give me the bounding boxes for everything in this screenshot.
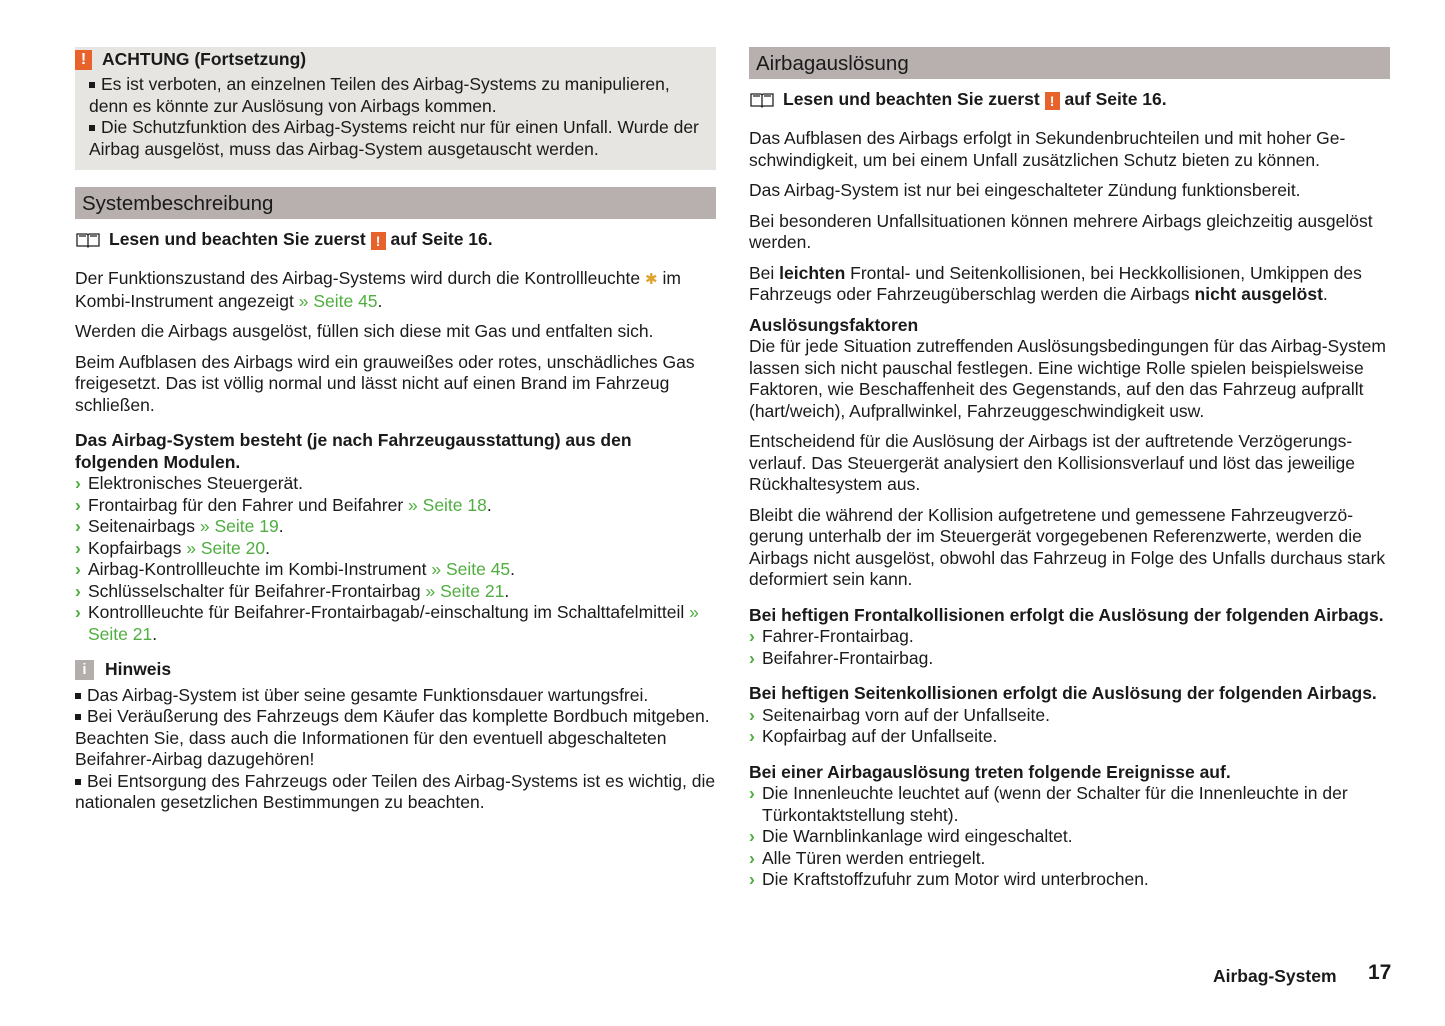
text-segment: Frontairbag für den Fahrer und Beifahrer — [88, 494, 409, 515]
section-heading: Systembeschreibung — [75, 187, 716, 219]
list-item — [75, 473, 716, 495]
text-segment: . — [1322, 284, 1328, 304]
arrow-icon: › — [75, 580, 81, 601]
list-item — [749, 648, 1390, 670]
paragraph — [749, 431, 1390, 496]
info-icon: i — [75, 660, 94, 680]
section-heading: Airbagauslösung — [749, 47, 1390, 79]
text-segment: Der Funktionszustand des Airbag-Systems wird durch die Kontrollleuchte — [75, 268, 645, 288]
read-first-post[interactable]: auf Seite 16. — [1064, 89, 1167, 110]
warning-item — [89, 117, 702, 160]
left-column — [75, 47, 716, 814]
list-item — [749, 783, 1390, 826]
list-item — [749, 869, 1390, 891]
paragraph — [749, 505, 1390, 591]
list-item — [749, 826, 1390, 848]
list-item — [75, 538, 716, 560]
list-item — [75, 602, 716, 645]
arrow-icon: › — [75, 473, 81, 493]
text-segment: . — [504, 580, 510, 601]
text-segment: Das Airbag-System ist nur bei eingeschalteter Zündung funktionsbereit. — [749, 180, 1301, 200]
bold-text: nicht ausgelöst — [1194, 284, 1323, 304]
arrow-icon: › — [749, 869, 755, 889]
text-segment: Die Innenleuchte leuchtet auf (wenn der Schalter für die Innenleuchte in der Türkontaktstellung steht). — [762, 783, 1348, 825]
subheading: Bei heftigen Seitenkollisionen erfolgt die Auslösung der folgenden Airbags. — [749, 683, 1377, 703]
arrow-icon: › — [75, 516, 81, 536]
text-segment: . — [152, 623, 158, 644]
text-segment: . — [377, 290, 383, 311]
text-segment: Frontal- und Seitenkollisionen, bei Heckkollisionen, Umkippen des Fahrzeugs oder Fahrzeugüberschlag werden die Airbags — [749, 262, 1362, 304]
arrow-list — [749, 705, 1390, 748]
read-first-post[interactable]: auf Seite 16. — [390, 229, 493, 250]
read-first-pre: Lesen und beachten Sie zuerst — [783, 89, 1040, 110]
note-heading — [75, 659, 716, 681]
read-first-text — [109, 229, 493, 251]
text-segment: im Kombi-Instrument angezeigt — [75, 268, 681, 311]
text-segment: Die Warnblinkanlage wird eingeschaltet. — [762, 826, 1073, 846]
note-title: Hinweis — [105, 659, 172, 679]
read-first-note — [749, 89, 1390, 111]
note-item-text: Bei Entsorgung des Fahrzeugs oder Teilen des Airbag-Systems ist es wichtig, die nationalen gesetzlichen Bestimmungen zu beachten. — [75, 770, 716, 812]
text-segment: Airbag-Kontrollleuchte im Kombi-Instrument — [88, 559, 432, 579]
text-segment: Entscheidend für die Auslösung der Airbags ist der auftretende Verzögerungsverlauf. Das Steuergerät analysiert den Kollisionsverlauf und löst das jeweilige Rückhaltesystem aus. — [749, 431, 1356, 494]
text-segment: Alle Türen werden entriegelt. — [762, 847, 986, 868]
page-link[interactable]: » Seite 19 — [199, 516, 279, 536]
text-segment: Elektronisches Steuergerät. — [88, 473, 303, 493]
text-segment: Werden die Airbags ausgelöst, füllen sich diese mit Gas und entfalten sich. — [75, 321, 654, 341]
warning-icon[interactable]: ! — [1045, 92, 1060, 110]
note-item-text: Bei Veräußerung des Fahrzeugs dem Käufer das komplette Bordbuch mitgeben. Beachten Sie, dass auch die Informationen für den eventuell abgeschalteten Beifahrer-Airbag dazugehören! — [75, 706, 710, 769]
subheading: Das Airbag-System besteht (je nach Fahrzeugausstattung) aus den folgenden Modulen. — [75, 430, 632, 472]
arrow-icon: › — [749, 826, 755, 846]
bullet-icon — [89, 82, 95, 88]
warning-title: ACHTUNG (Fortsetzung) — [102, 49, 307, 70]
paragraph — [75, 268, 716, 312]
arrow-icon: › — [749, 647, 755, 668]
paragraph — [749, 211, 1390, 254]
note-item — [75, 685, 716, 707]
text-segment: Beifahrer-Frontairbag. — [762, 647, 934, 668]
paragraph — [749, 336, 1390, 422]
text-segment: Seitenairbags — [88, 516, 200, 536]
read-first-pre: Lesen und beachten Sie zuerst — [109, 229, 366, 250]
note-item-text: Das Airbag-System ist über seine gesamte Funktionsdauer wartungsfrei. — [87, 684, 649, 705]
bullet-icon — [89, 125, 95, 131]
text-segment: Bei besonderen Unfallsituationen können mehrere Airbags gleichzeitig ausgelöst werden. — [749, 210, 1373, 252]
warning-item-text: Es ist verboten, an einzelnen Teilen des Airbag-Systems zu manipulieren, denn es könnte zur Auslösung von Airbags kommen. — [89, 74, 670, 116]
text-segment: . — [486, 494, 492, 515]
paragraph — [749, 128, 1390, 171]
subheading: Bei heftigen Frontalkollisionen erfolgt die Auslösung der folgenden Airbags. — [749, 604, 1384, 625]
text-segment: Seitenairbag vorn auf der Unfallseite. — [762, 704, 1050, 725]
read-first-note — [75, 229, 716, 251]
text-segment: Bei — [749, 262, 780, 283]
text-segment: Kopfairbags — [88, 537, 187, 558]
list-item — [749, 626, 1390, 648]
text-segment: Kontrollleuchte für Beifahrer-Frontairbagab/-einschaltung im Schalttafelmitteil — [88, 602, 690, 622]
bullet-icon — [75, 714, 81, 720]
text-segment: Das Aufblasen des Airbags erfolgt in Sekundenbruchteilen und mit hoher Geschwindigkeit, um bei einem Unfall zusätzlichen Schutz bieten zu können. — [749, 128, 1346, 170]
page-link[interactable]: » Seite 21 — [88, 602, 699, 644]
arrow-icon: › — [75, 602, 81, 622]
subheading: Auslösungsfaktoren — [749, 314, 919, 335]
right-column — [749, 47, 1390, 900]
arrow-icon: › — [75, 559, 81, 579]
text-segment: Bleibt die während der Kollision aufgetretene und gemessene Fahrzeugverzögerung unterhalb der im Steuergerät vorgegebenen Referenzwerte, werden die Airbags nicht ausgelöst, obwohl das Fahrzeug in Folge des Unfalls durchaus stark deformiert sein kann. — [749, 504, 1386, 589]
page-link[interactable]: » Seite 20 — [186, 537, 266, 558]
arrow-icon: › — [749, 847, 755, 868]
warning-item-text: Die Schutzfunktion des Airbag-Systems reicht nur für einen Unfall. Wurde der Airbag ausgelöst, muss das Airbag-System ausgetauscht werden. — [89, 117, 699, 159]
list-item — [749, 848, 1390, 870]
arrow-list — [75, 473, 716, 645]
footer-section-title: Airbag-System — [1213, 966, 1337, 986]
text-segment: . — [265, 537, 270, 558]
list-item — [749, 705, 1390, 727]
book-icon — [749, 92, 775, 108]
text-segment: Die für jede Situation zutreffenden Auslösungsbedingungen für das Airbag-System lassen sich nicht pauschal festlegen. Eine wichtige Rolle spielen beispielsweise Faktoren, wie Beschaffenheit des Gegenstands, auf den das Fahrzeug aufprallt (hart/weich), Aufprallwinkel, Fahrzeuggeschwindigkeit usw. — [749, 336, 1386, 421]
warning-icon: ! — [75, 50, 92, 70]
arrow-list — [749, 783, 1390, 891]
note-item — [75, 706, 716, 771]
bullet-icon — [75, 693, 81, 699]
warning-box — [75, 47, 716, 170]
read-first-text — [783, 89, 1167, 111]
text-segment: . — [510, 559, 516, 579]
page-link[interactable]: » Seite 18 — [408, 494, 487, 515]
list-item — [749, 726, 1390, 748]
subheading: Bei einer Airbagauslösung treten folgende Ereignisse auf. — [749, 761, 1231, 782]
text-segment: Fahrer-Frontairbag. — [762, 626, 914, 646]
list-item — [75, 559, 716, 581]
arrow-icon: › — [75, 537, 81, 558]
warning-heading — [75, 49, 702, 71]
list-item — [75, 581, 716, 603]
paragraph — [75, 321, 716, 343]
arrow-icon: › — [749, 783, 755, 803]
page-number: 17 — [1368, 961, 1392, 984]
list-item — [75, 495, 716, 517]
list-item — [75, 516, 716, 538]
paragraph — [749, 263, 1390, 306]
airbag-warning-light-icon: ✱ — [645, 271, 658, 288]
arrow-icon: › — [75, 494, 81, 515]
text-segment: Kopfairbag auf der Unfallseite. — [762, 726, 998, 746]
text-segment: Beim Aufblasen des Airbags wird ein grauweißes oder rotes, unschädliches Gas freigesetzt. Das ist völlig normal und lässt nicht auf einen Brand im Fahrzeug schließen. — [75, 351, 695, 415]
arrow-icon: › — [749, 726, 755, 746]
paragraph — [75, 352, 716, 417]
bold-text: leichten — [779, 262, 846, 283]
book-icon — [75, 232, 101, 248]
page-link[interactable]: » Seite 45 — [431, 559, 511, 579]
warning-item — [89, 74, 702, 117]
arrow-list — [749, 626, 1390, 669]
text-segment: Die Kraftstoffzufuhr zum Motor wird unterbrochen. — [762, 869, 1149, 889]
page-link[interactable]: » Seite 21 — [425, 580, 505, 601]
warning-icon[interactable]: ! — [371, 232, 386, 250]
text-segment: Schlüsselschalter für Beifahrer-Frontairbag — [88, 580, 426, 601]
arrow-icon: › — [749, 626, 755, 646]
paragraph — [749, 180, 1390, 202]
bullet-icon — [75, 779, 81, 785]
page-link[interactable]: » Seite 45 — [298, 290, 378, 311]
text-segment: . — [278, 516, 284, 536]
arrow-icon: › — [749, 704, 755, 725]
note-item — [75, 771, 716, 814]
